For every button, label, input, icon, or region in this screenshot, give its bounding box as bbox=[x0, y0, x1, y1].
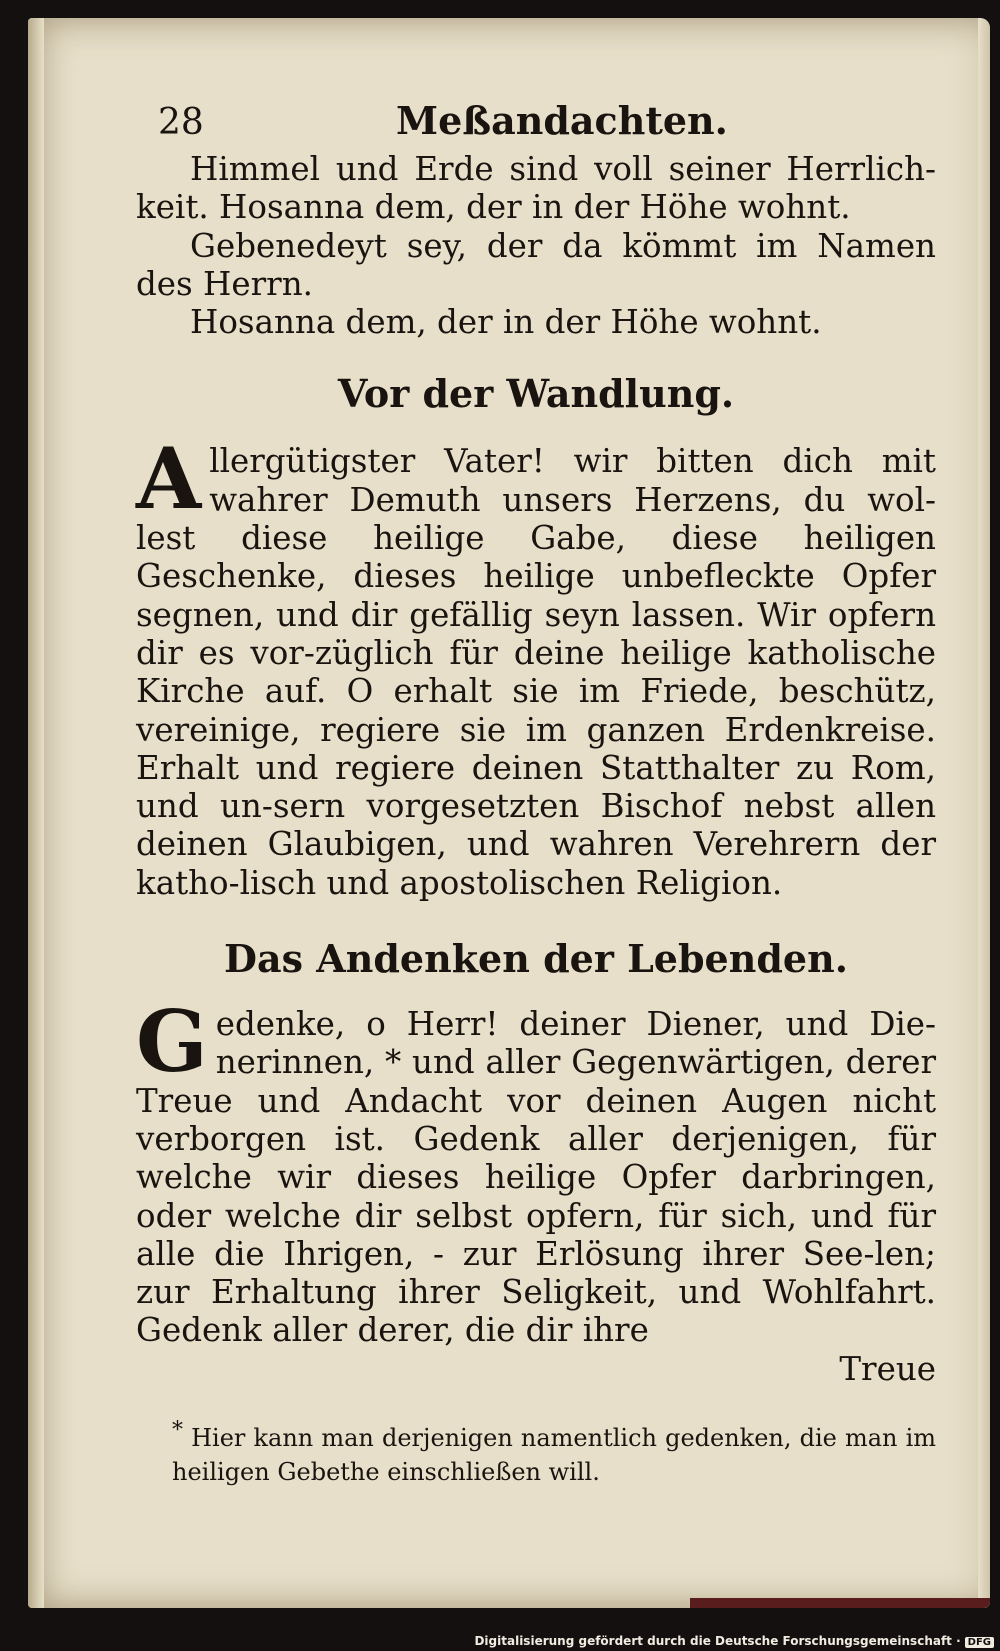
page-number: 28 bbox=[158, 102, 204, 143]
digitization-credit bbox=[474, 1634, 994, 1648]
catchword: Treue bbox=[839, 1349, 936, 1388]
intro-line: Gebenedeyt sey, der da kömmt im Namen des Herrn. bbox=[136, 226, 936, 303]
footnote-text: Hier kann man derjenigen namentlich gedenken, die man im heiligen Gebethe einschließen will. bbox=[172, 1424, 936, 1487]
footnote-mark: * bbox=[172, 1418, 183, 1444]
footnote bbox=[172, 1414, 936, 1489]
intro-line: Himmel und Erde sind voll seiner Herrlich-keit. Hosanna dem, der in der Höhe wohnt. bbox=[136, 150, 936, 227]
page-header bbox=[136, 90, 936, 150]
section-heading-andenken: Das Andenken der Lebenden. bbox=[224, 936, 848, 982]
credit-text: Digitalisierung gefördert durch die Deutsche Forschungsgemeinschaft · bbox=[474, 1634, 961, 1648]
section-heading-wandlung: Vor der Wandlung. bbox=[337, 371, 735, 417]
running-title: Meßandachten. bbox=[396, 98, 728, 143]
page-gutter bbox=[28, 18, 44, 1608]
section-body-wandlung bbox=[136, 429, 936, 902]
intro-block bbox=[136, 150, 936, 341]
section-body-text: edenke, o Herr! deiner Diener, und Die-nerinnen, * und aller Gegenwärtigen, derer Treue und Andacht vor deinen Augen nicht verborgen ist. Gedenk aller derjenigen, für welche wir dieses heilige Opfer darbringen, oder welche dir selbst opfern, für sich, und für alle die Ihrigen, - zur Erlösung ihrer See-len; zur Erhaltung ihrer Seligkeit, und Wohlfahrt. Gedenk aller derer, die dir ihre bbox=[136, 1005, 936, 1350]
book-cover-edge bbox=[690, 1598, 990, 1608]
dropcap: A bbox=[136, 429, 202, 529]
book-page bbox=[28, 18, 990, 1608]
section-body-andenken bbox=[136, 992, 936, 1350]
page-edge bbox=[978, 18, 990, 1608]
dropcap: G bbox=[136, 992, 208, 1092]
dfg-logo: DFG bbox=[965, 1637, 994, 1648]
page-content bbox=[136, 90, 936, 1489]
intro-line: Hosanna dem, der in der Höhe wohnt. bbox=[190, 303, 822, 342]
section-body-text: llergütigster Vater! wir bitten dich mit wahrer Demuth unsers Herzens, du wol-lest diese heilige Gabe, diese heiligen Geschenke, dieses heilige unbefleckte Opfer segnen, und dir gefällig seyn lassen. Wir opfern dir es vor-züglich für deine heilige katholische Kirche auf. O erhalt sie im Friede, beschütz, vereinige, regiere sie im ganzen Erdenkreise. Erhalt und regiere deinen Statthalter zu Rom, und un-sern vorgesetzten Bischof nebst allen deinen Glaubigen, und wahren Verehrern der katho-lisch und apostolischen Religion. bbox=[136, 442, 936, 902]
